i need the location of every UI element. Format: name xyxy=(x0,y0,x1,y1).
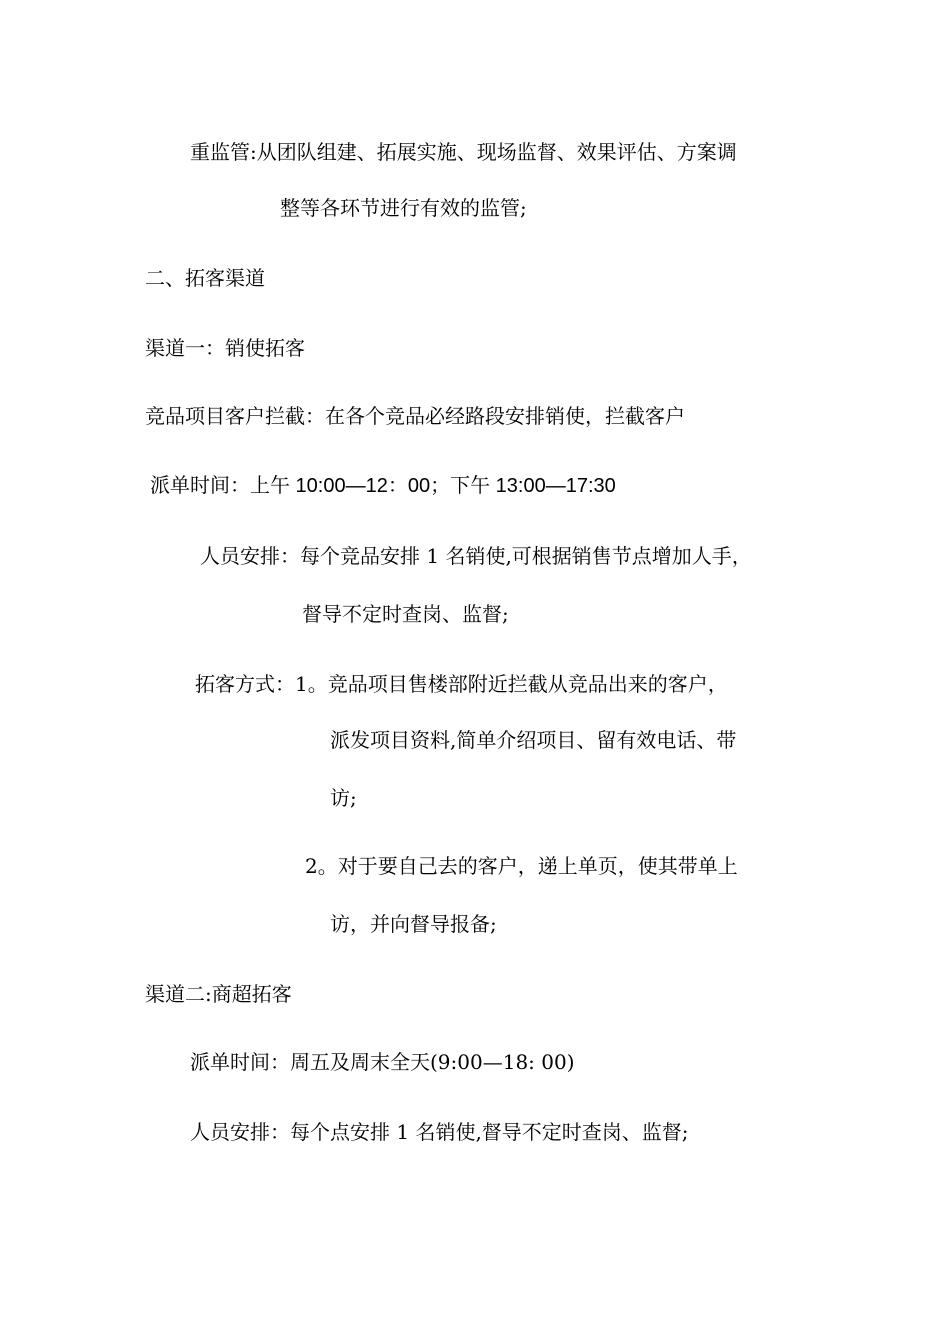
paragraph-line: 派发项目资料,简单介绍项目、留有效电话、带 xyxy=(330,728,737,752)
channel-heading: 渠道二:商超拓客 xyxy=(145,982,292,1006)
paragraph-line: 竞品项目客户拦截：在各个竞品必经路段安排销使，拦截客户 xyxy=(145,404,685,428)
paragraph-line: 访，并向督导报备; xyxy=(330,912,497,936)
schedule-line: 派单时间：上午 10:00—12：00；下午 13:00—17:30 xyxy=(150,475,616,497)
paragraph-line: 访; xyxy=(330,786,357,810)
paragraph-line: 重监管:从团队组建、拓展实施、现场监督、效果评估、方案调 xyxy=(190,140,737,164)
paragraph-line: 人员安排：每个点安排 1 名销使,督导不定时查岗、监督; xyxy=(190,1120,689,1144)
paragraph-line: 拓客方式：1。竞品项目售楼部附近拦截从竞品出来的客户， xyxy=(195,672,728,696)
channel-heading: 渠道一：销使拓客 xyxy=(145,336,305,360)
section-heading: 二、拓客渠道 xyxy=(145,266,265,290)
paragraph-line: 2。对于要自己去的客户，递上单页，使其带单上 xyxy=(305,854,738,878)
paragraph-line: 人员安排：每个竞品安排 1 名销使,可根据销售节点增加人手， xyxy=(200,544,752,568)
paragraph-line: 派单时间：周五及周末全天(9:00—18: 00) xyxy=(190,1050,575,1074)
paragraph-line: 督导不定时查岗、监督; xyxy=(302,602,509,626)
paragraph-line: 整等各环节进行有效的监管; xyxy=(280,196,527,220)
